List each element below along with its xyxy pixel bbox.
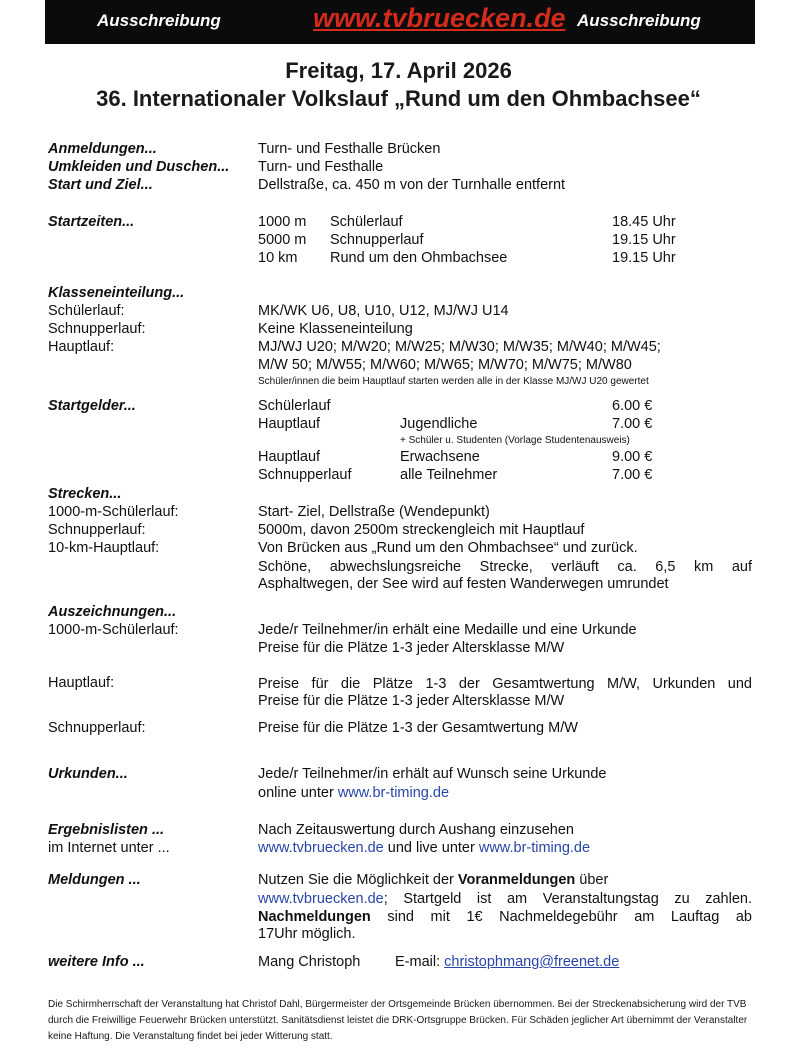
strecke-haupt-line: Schöne, abwechslungsreiche Strecke, verläuft ca. 6,5 km auf [258,559,752,575]
anmeldungen-value: Turn- und Festhalle Brücken [258,141,441,157]
meldungen-text: ; Startgeld ist am Veranstaltungstag zu zahlen. [383,891,752,907]
start-ziel-value: Dellstraße, ca. 450 m von der Turnhalle entfernt [258,177,566,193]
umkleiden-value: Turn- und Festhalle [258,159,384,175]
ergebnisse-sublabel: im Internet unter ... [48,840,170,856]
urkunden-online-line [258,785,449,801]
meldungen-line [258,890,752,909]
startzeit-dist: 5000 m [258,232,307,248]
award-haupt-label: Hauptlauf: [48,675,115,691]
fee-price: 7.00 € [612,416,653,432]
fee-note: + Schüler u. Studenten (Vorlage Studentenausweis) [400,435,630,446]
ergebnisse-mid-text: und live unter [383,840,479,856]
ergebnisse-links-line [258,840,590,856]
strecke-haupt-line: Asphaltwegen, der See wird auf festen Wanderwegen umrundet [258,576,669,592]
award-schueler-line: Preise für die Plätze 1-3 jeder Altersklasse M/W [258,640,565,656]
klassen-schueler-value: MK/WK U6, U8, U10, U12, MJ/WJ U14 [258,303,509,319]
klassen-haupt-line: MJ/WJ U20; M/W20; M/W25; M/W30; M/W35; M/W40; M/W45; [258,339,661,355]
banner-left-label: Ausschreibung [97,11,221,30]
meldungen-text: Nutzen Sie die Möglichkeit der [258,872,458,888]
meldungen-text: sind mit 1€ Nachmeldegebühr am Lauftag ab [370,909,752,925]
startzeiten-label: Startzeiten... [48,214,135,230]
fee-race: Schnupperlauf [258,467,352,483]
banner-website-link[interactable]: www.tvbruecken.de [313,3,566,33]
startzeit-dist: 10 km [258,250,298,266]
meldungen-line: 17Uhr möglich. [258,926,356,942]
klassen-schnupper-value: Keine Klasseneinteilung [258,321,413,337]
award-schueler-line: Jede/r Teilnehmer/in erhält eine Medaille und eine Urkunde [258,622,637,638]
strecke-schnupper-label: Schnupperlauf: [48,522,146,538]
fee-race: Hauptlauf [258,416,321,432]
startzeit-time: 19.15 Uhr [612,232,676,248]
meldungen-label: Meldungen ... [48,872,141,888]
contact-name: Mang Christoph [258,954,361,970]
fee-group: alle Teilnehmer [400,467,498,483]
startzeit-time: 19.15 Uhr [612,250,676,266]
br-timing-link[interactable]: www.br-timing.de [337,785,450,801]
meldungen-line [258,908,752,927]
startzeit-name: Rund um den Ohmbachsee [330,250,508,266]
umkleiden-label: Umkleiden und Duschen... [48,159,230,175]
ergebnisse-line: Nach Zeitauswertung durch Aushang einzusehen [258,822,574,838]
award-schueler-label: 1000-m-Schülerlauf: [48,622,179,638]
fee-price: 9.00 € [612,449,653,465]
contact-email-line [395,954,619,970]
tvbruecken-link[interactable]: www.tvbruecken.de [258,891,384,907]
klassen-note: Schüler/innen die beim Hauptlauf starten werden alle in der Klasse MJ/WJ U20 gewertet [258,376,649,387]
start-ziel-label: Start und Ziel... [48,177,153,193]
anmeldungen-label: Anmeldungen... [48,141,157,157]
strecke-haupt-line: Von Brücken aus „Rund um den Ohmbachsee“ und zurück. [258,540,638,556]
banner-right-label: Ausschreibung [577,11,701,30]
strecke-schnupper-value: 5000m, davon 2500m streckengleich mit Hauptlauf [258,522,585,538]
klassen-schnupper-label: Schnupperlauf: [48,321,146,337]
footer-disclaimer: Die Schirmherrschaft der Veranstaltung hat Christof Dahl, Bürgermeister der Ortsgemeinde Brücken übernommen. Bei der Streckenabsicherung wird der TVB durch die Freiwillige Feuerwehr Brücken unterstützt. Sanitätsdienst leistet die DRK-Ortsgruppe Brücken. Für Schäden jeglicher Art übernimmt der Veranstalter keine Haftung. Die Veranstaltung findet bei jeder Witterung statt. [48,999,748,1042]
email-link[interactable]: christophmang@freenet.de [444,954,620,970]
urkunden-label: Urkunden... [48,766,128,782]
award-haupt-line: Preise für die Plätze 1-3 der Gesamtwertung M/W, Urkunden und [258,676,752,692]
ergebnisse-label: Ergebnislisten ... [48,822,165,838]
fee-race: Hauptlauf [258,449,321,465]
fee-price: 6.00 € [612,398,653,414]
startzeit-name: Schnupperlauf [330,232,424,248]
meldungen-text: über [575,872,609,888]
urkunden-line: Jede/r Teilnehmer/in erhält auf Wunsch seine Urkunde [258,766,607,782]
strecken-label: Strecken... [48,486,122,502]
top-banner [45,0,755,44]
strecke-schueler-value: Start- Ziel, Dellstraße (Wendepunkt) [258,504,490,520]
startzeit-dist: 1000 m [258,214,307,230]
fee-price: 7.00 € [612,467,653,483]
br-timing-link[interactable]: www.br-timing.de [478,840,591,856]
klassen-haupt-line: M/W 50; M/W55; M/W60; M/W65; M/W70; M/W75; M/W80 [258,357,632,373]
event-title: 36. Internationaler Volkslauf „Rund um den Ohmbachsee“ [96,86,701,111]
klassen-schueler-label: Schülerlauf: [48,303,125,319]
strecke-schueler-label: 1000-m-Schülerlauf: [48,504,179,520]
klassen-haupt-label: Hauptlauf: [48,339,115,355]
award-schnupper-label: Schnupperlauf: [48,720,146,736]
event-date: Freitag, 17. April 2026 [285,58,512,83]
award-schnupper-line: Preise für die Plätze 1-3 der Gesamtwertung M/W [258,720,578,736]
nachmeldungen-bold: Nachmeldungen [258,909,371,925]
startzeit-time: 18.45 Uhr [612,214,676,230]
award-haupt-line: Preise für die Plätze 1-3 jeder Altersklasse M/W [258,693,565,709]
meldungen-line [258,872,608,888]
email-label: E-mail: [395,954,445,970]
tvbruecken-link[interactable]: www.tvbruecken.de [258,840,384,856]
strecke-haupt-label: 10-km-Hauptlauf: [48,540,160,556]
startgelder-label: Startgelder... [48,398,136,414]
startzeit-name: Schülerlauf [330,214,403,230]
klassen-label: Klasseneinteilung... [48,285,185,301]
auszeichnungen-label: Auszeichnungen... [48,604,177,620]
weitere-info-label: weitere Info ... [48,954,145,970]
voranmeldungen-bold: Voranmeldungen [457,872,576,888]
urkunden-online-text: online unter [258,785,338,801]
fee-race: Schülerlauf [258,398,331,414]
fee-group: Erwachsene [400,449,480,465]
fee-group: Jugendliche [400,416,478,432]
